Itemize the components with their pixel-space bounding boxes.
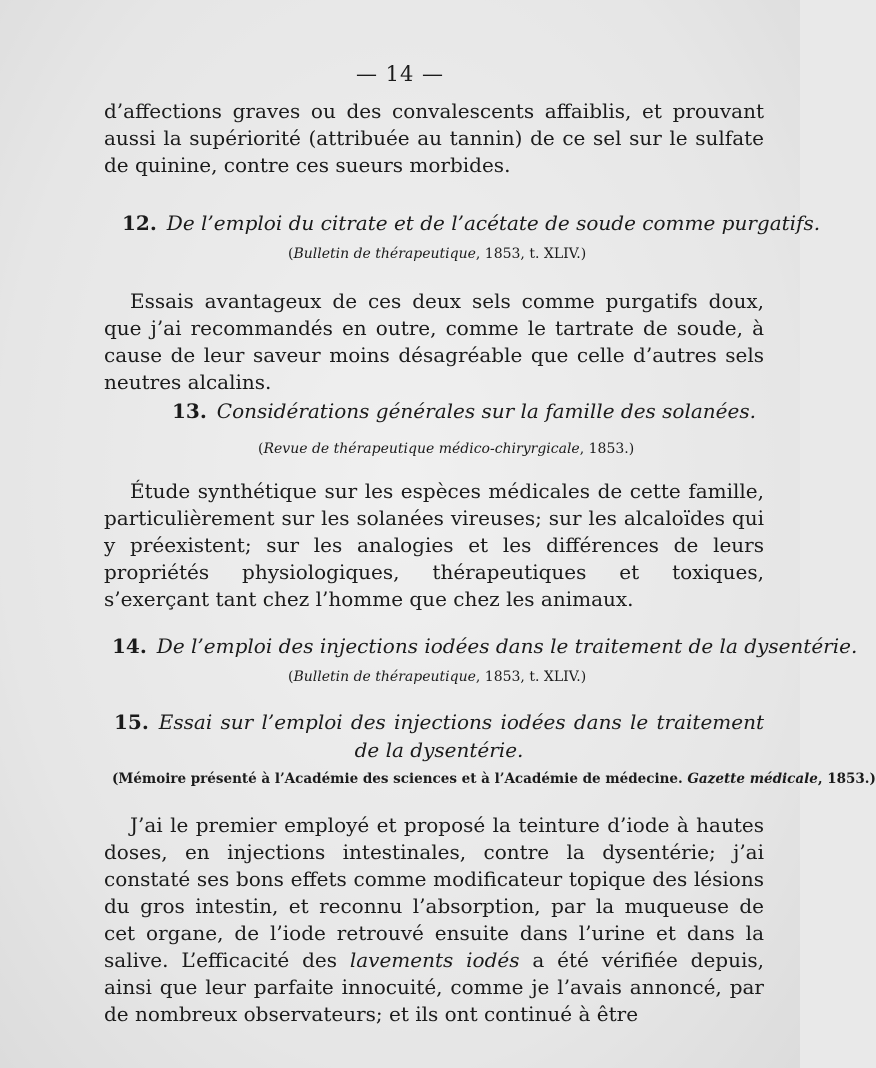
entry-15-source: (Mémoire présenté à l’Académie des sciences et à l’Académie de médecine. Gazette médicale, 1853.) xyxy=(112,771,876,787)
entry-13-publication: Revue de thérapeutique médico-chiryrgicale xyxy=(263,441,580,457)
entry-12-source: (Bulletin de thérapeutique, 1853, t. XLIV.) xyxy=(288,246,587,262)
page-number: — 14 — xyxy=(355,62,445,86)
entry-13-title: Considérations générales sur la famille des solanées. xyxy=(216,399,756,423)
entry-14-publication: Bulletin de thérapeutique xyxy=(293,669,476,685)
entry-15-number: 15. xyxy=(114,710,149,734)
entry-12-number: 12. xyxy=(122,211,157,235)
entry-15-heading xyxy=(114,708,764,764)
entry-15-publication: Gazette médicale xyxy=(687,771,818,787)
entry-15-body: J’ai le premier employé et proposé la teinture d’iode à hautes doses, en injections intestinales, contre la dysentérie; j’ai constaté ses bons effets comme modificateur topique des lésions du gros intestin, et reconnu l’absorption, par la muqueuse de cet organe, de l’iode retrouvé ensuite dans l’urine et dans la salive. L’efficacité des lavements iodés a été vérifiée depuis, ainsi que leur parfaite innocuité, comme je l’avais annoncé, par de nombreux observateurs; et ils ont continué à être xyxy=(104,813,764,1026)
entry-14-number: 14. xyxy=(112,634,147,658)
entry-13-heading xyxy=(172,398,756,425)
entry-12-heading xyxy=(122,210,820,237)
entry-14-title: De l’emploi des injections iodées dans le traitement de la dysentérie. xyxy=(156,634,858,658)
entry-15-emphasis: lavements iodés xyxy=(349,948,520,972)
entry-14-heading xyxy=(112,633,857,660)
entry-12-title: De l’emploi du citrate et de l’acétate de soude comme purgatifs. xyxy=(166,211,821,235)
entry-12-body: Essais avantageux de ces deux sels comme purgatifs doux, que j’ai recommandés en outre, comme le tartrate de soude, à cause de leur saveur moins désagréable que celle d’autres sels neutres alcalins. xyxy=(104,289,764,394)
entry-13-number: 13. xyxy=(172,399,207,423)
entry-13-body: Étude synthétique sur les espèces médicales de cette famille, particulièrement sur les solanées vireuses; sur les alcaloïdes qui y préexistent; sur les analogies et les différences de leurs propriétés physiologiques, thérapeutiques et toxiques, s’exerçant tant chez l’homme que chez les animaux. xyxy=(104,479,764,611)
entry-12-publication: Bulletin de thérapeutique xyxy=(293,246,476,262)
entry-14-source: (Bulletin de thérapeutique, 1853, t. XLIV.) xyxy=(288,669,587,685)
intro-paragraph: d’affections graves ou des convalescents affaiblis, et prouvant aussi la supériorité (attribuée au tannin) de ce sel sur le sulfate de quinine, contre ces sueurs morbides. xyxy=(104,99,764,177)
entry-13-source: (Revue de thérapeutique médico-chiryrgicale, 1853.) xyxy=(258,441,635,457)
entry-15-title: Essai sur l’emploi des injections iodées dans le traitement de la dysentérie. xyxy=(158,710,764,762)
